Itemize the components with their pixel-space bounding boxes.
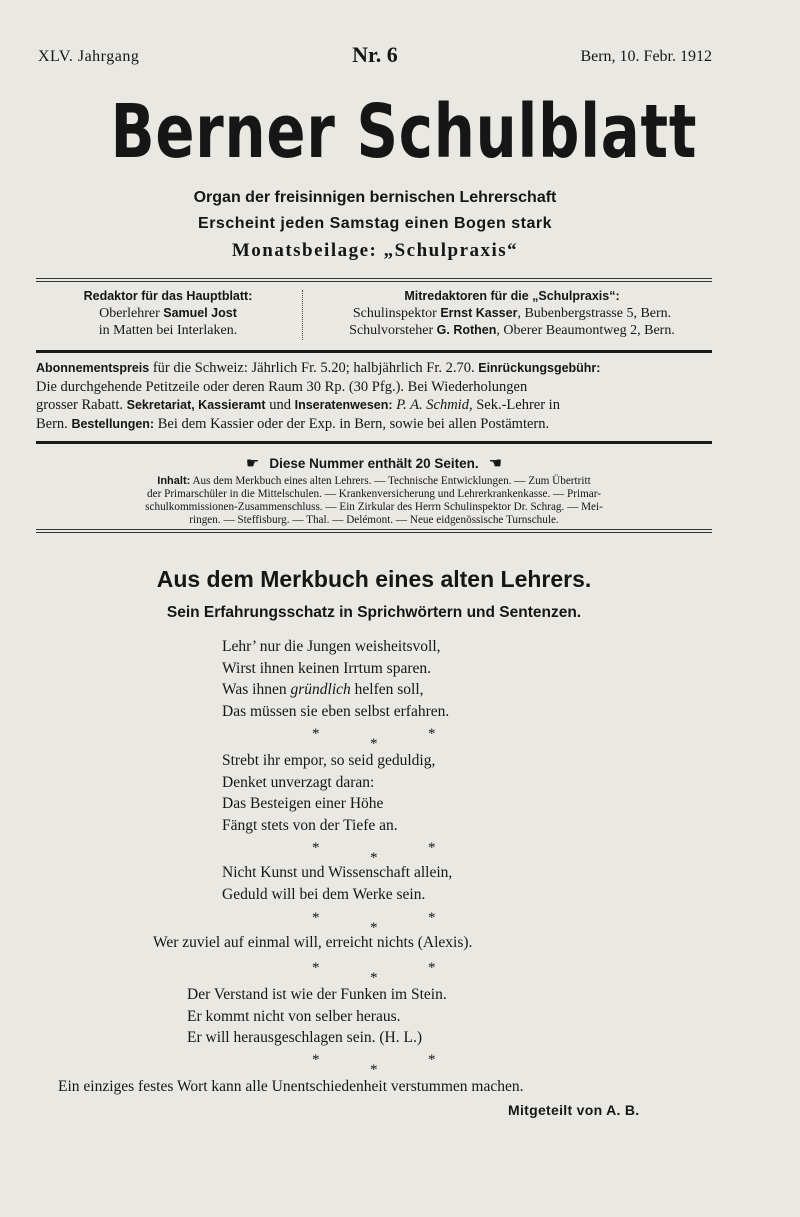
- star-separator: [0, 838, 800, 866]
- contents-heading: Diese Nummer enthält 20 Seiten.: [269, 456, 479, 471]
- co-editor-2-name: G. Rothen: [436, 323, 497, 337]
- subscription-block: [36, 359, 712, 433]
- stanza: [0, 1076, 800, 1098]
- main-editor-name: Samuel Jost: [163, 306, 237, 320]
- orders-label: Bestellungen:: [71, 416, 155, 431]
- main-editor: [36, 288, 300, 339]
- verse-line: Denket unverzagt daran:: [222, 773, 375, 791]
- secretariat-label: Sekretariat, Kassieramt: [126, 398, 266, 412]
- subscription-line1: [36, 359, 712, 378]
- co-editor-2-title: Schulvorsteher: [349, 323, 437, 338]
- star: *: [370, 1062, 378, 1078]
- star-separator: [0, 724, 800, 752]
- divider-rule: [36, 441, 712, 444]
- subscription-text: Sek.-Lehrer in: [472, 397, 560, 413]
- star-separator: [0, 958, 800, 986]
- contents-heading-line: [36, 454, 712, 472]
- verse-line: Ein einziges festes Wort kann alle Unentschiedenheit verstummen machen.: [58, 1078, 524, 1095]
- contents-block: [36, 454, 712, 527]
- contents-list: [36, 475, 712, 527]
- issue-header: [38, 44, 712, 70]
- verse-line: Wirst ihnen keinen Irrtum sparen.: [222, 659, 431, 677]
- verse-line: Nicht Kunst und Wissenschaft allein,: [222, 864, 453, 881]
- editors-divider: [302, 290, 303, 340]
- co-editor-1-address: , Bubenbergstrasse 5, Bern.: [517, 306, 672, 321]
- star: *: [370, 970, 378, 986]
- secretary-name: P. A. Schmid,: [392, 397, 473, 413]
- verse-line: Fängt stets von der Tiefe an.: [222, 816, 398, 834]
- co-editors-heading: Mitredaktoren für die „Schulpraxis“:: [404, 289, 620, 303]
- co-editor-1-name: Ernst Kasser: [440, 306, 518, 320]
- subscription-text: grosser Rabatt.: [36, 397, 127, 413]
- subtitle-frequency: Erscheint jeden Samstag einen Bogen stark: [198, 215, 552, 232]
- verse-line: Geduld will bei dem Werke sein.: [222, 885, 426, 903]
- masthead-title: Berner Schulblatt: [110, 89, 698, 175]
- star-separator: [0, 908, 800, 936]
- verse-line: Lehr’ nur die Jungen weisheitsvoll,: [222, 638, 441, 655]
- star: *: [312, 910, 320, 926]
- star: *: [428, 726, 436, 742]
- stanza: [0, 750, 800, 836]
- verse-text: Was ihnen: [222, 681, 291, 698]
- issue-number: Nr. 6: [352, 42, 398, 67]
- star: *: [428, 840, 436, 856]
- stanza: [0, 932, 800, 954]
- article-subtitle: Sein Erfahrungsschatz in Sprichwörtern und Sentenzen.: [166, 604, 582, 621]
- star: *: [312, 1052, 320, 1068]
- pointing-hand-right-icon: ☛: [245, 455, 260, 472]
- co-editor-1-title: Schulinspektor: [352, 306, 441, 321]
- contents-text: Aus dem Merkbuch eines alten Lehrers. — Technische Entwicklungen. — Zum Übertritt: [190, 475, 591, 487]
- stanza: [0, 984, 800, 1049]
- pointing-hand-left-icon: ☚: [488, 455, 503, 472]
- co-editor-2: [312, 322, 712, 339]
- star: *: [370, 920, 378, 936]
- insertion-fee-label: Einrückungsgebühr:: [478, 361, 601, 375]
- issue-date: Bern, 10. Febr. 1912: [580, 48, 712, 65]
- main-editor-title: Oberlehrer: [99, 306, 164, 321]
- co-editor-1: [312, 305, 712, 322]
- subscription-text: Bern.: [36, 415, 72, 432]
- verse-emphasis: gründlich: [290, 681, 351, 698]
- divider-rule: [36, 529, 712, 533]
- verse-line: Der Verstand ist wie der Funken im Stein.: [187, 986, 447, 1003]
- divider-rule: [36, 350, 712, 353]
- advertising-label: Inseratenwesen:: [294, 398, 393, 412]
- star: *: [428, 910, 436, 926]
- main-editor-line1: [36, 305, 300, 322]
- star: *: [428, 1052, 436, 1068]
- verse-text: helfen soll,: [350, 681, 424, 698]
- article-title: Aus dem Merkbuch eines alten Lehrers.: [156, 566, 592, 592]
- main-editor-heading: Redaktor für das Hauptblatt:: [83, 289, 253, 303]
- contents-line: schulkommissionen-Zusammenschluss. — Ein Zirkular des Herrn Schulinspektor Dr. Schrag. — Mei-: [145, 501, 603, 513]
- subscription-line4: [36, 415, 712, 434]
- star: *: [370, 850, 378, 866]
- stanza: [0, 862, 800, 905]
- verse-line: Das müssen sie eben selbst erfahren.: [222, 702, 450, 720]
- verse-line: Er kommt nicht von selber heraus.: [187, 1007, 401, 1025]
- subtitle-supplement: Monatsbeilage: „Schulpraxis“: [231, 240, 519, 261]
- co-editors: [312, 288, 712, 339]
- verse-line: Er will herausgeschlagen sein. (H. L.): [187, 1029, 423, 1046]
- subscription-line2: Die durchgehende Petitzeile oder deren Raum 30 Rp. (30 Pfg.). Bei Wiederholungen: [36, 378, 528, 395]
- subscription-price-label: Abonnementspreis: [36, 361, 150, 375]
- contents-line: [36, 475, 712, 488]
- star: *: [312, 960, 320, 976]
- verse-line: Das Besteigen einer Höhe: [222, 795, 384, 812]
- star: *: [428, 960, 436, 976]
- contents-line: der Primarschüler in die Mittelschulen. — Krankenversicherung und Lehrerkrankenkasse. — Primar-: [147, 488, 601, 500]
- main-editor-line2: in Matten bei Interlaken.: [98, 323, 238, 338]
- subscription-line3: [36, 396, 712, 415]
- verse-line: Strebt ihr empor, so seid geduldig,: [222, 752, 436, 769]
- contents-line: ringen. — Steffisburg. — Thal. — Delémont. — Neue eidgenössische Turnschule.: [189, 514, 559, 526]
- subscription-text: und: [265, 397, 295, 413]
- subtitle-organ: Organ der freisinnigen bernischen Lehrerschaft: [193, 189, 557, 206]
- verse-line: [0, 679, 800, 701]
- star: *: [370, 736, 378, 752]
- contents-label: Inhalt:: [157, 475, 191, 487]
- star: *: [312, 840, 320, 856]
- star: *: [312, 726, 320, 742]
- editors-block: [36, 288, 712, 344]
- subscription-text: Bei dem Kassier oder der Exp. in Bern, sowie bei allen Postämtern.: [154, 415, 550, 432]
- volume-label: XLV. Jahrgang: [38, 48, 140, 65]
- divider-rule: [36, 278, 712, 282]
- stanza: [0, 636, 800, 722]
- co-editor-2-address: , Oberer Beaumontweg 2, Bern.: [496, 323, 675, 338]
- subscription-price-text: für die Schweiz: Jährlich Fr. 5.20; halbjährlich Fr. 2.70.: [149, 360, 479, 376]
- verse-line: Wer zuviel auf einmal will, erreicht nichts (Alexis).: [153, 934, 473, 951]
- star-separator: [0, 1050, 800, 1078]
- article-credit: Mitgeteilt von A. B.: [508, 1102, 640, 1118]
